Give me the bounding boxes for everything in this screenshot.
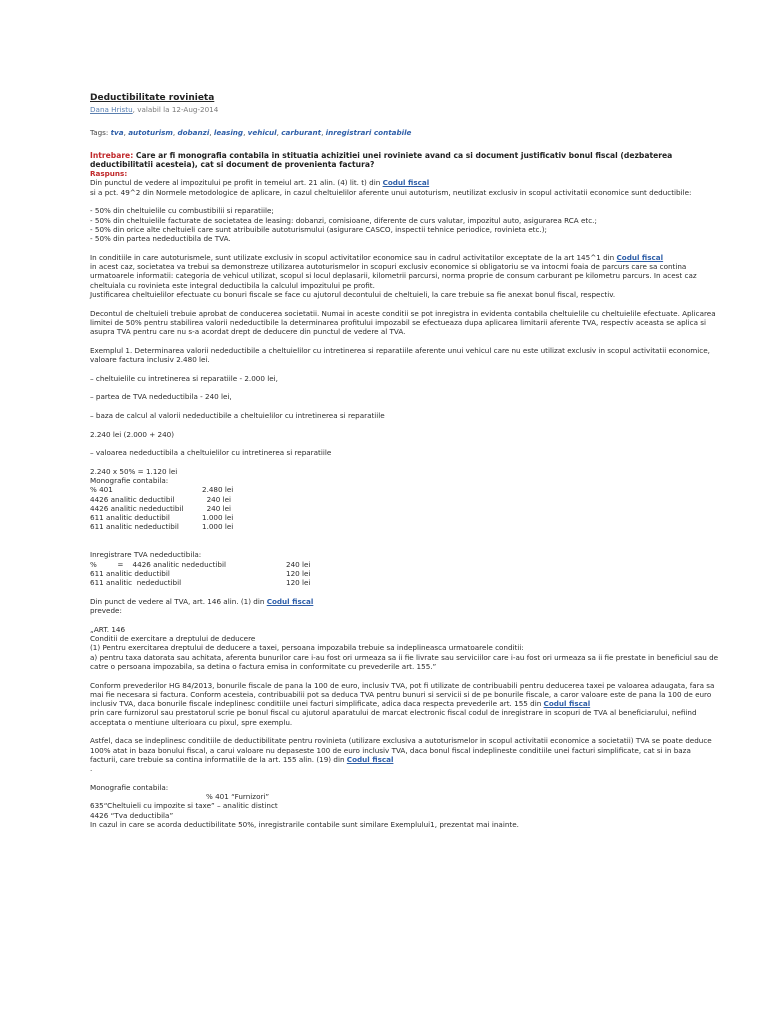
monografie-line: 4426 “Tva deductibila”	[90, 810, 174, 820]
author-line	[90, 105, 720, 114]
paragraph-text: Astfel, daca se indeplinesc conditiile de deductibilitate pentru rovinieta (utilizare exclusiva a autoturismelor in scopul activitatii economice a societatii) TVA se poate deduce 100% atat in baza bonului fiscal, a carui valoare nu depaseste 100 de euro inclusiv TVA, daca bonul fiscal indeplineste conditiile unei facturi simplificate, cat si in baza facturii, care trebuie sa contina informatiile de la art. 155 alin. (19) din	[90, 736, 712, 764]
list-item: - 50% din cheltuielile facturate de societatea de leasing: dobanzi, comisioane, diferente de curs valutar, impozitul auto, asigurarea RCA etc.;	[90, 215, 597, 225]
amount-cell: 240 lei	[202, 494, 231, 504]
paragraph-text: prevede:	[90, 606, 122, 616]
paragraph-text: In conditiile in care autoturismele, sunt utilizate exclusiv in scopul activitatilor economice sau in cadrul activitatilor exceptate de la art 145^1 din	[90, 252, 617, 262]
question-label: Intrebare:	[90, 150, 134, 160]
codul-fiscal-link[interactable]: Codul fiscal	[616, 252, 664, 262]
paragraph-text: Conform prevederilor HG 84/2013, bonurile fiscale de pana la 100 de euro, inclusiv TVA, pot fi utilizate de contribuabili pentru deducerea taxei pe valoarea adaugata, fara sa mai fie necesara si factura. Conform acesteia, contribuabilii pot sa deduca TVA pentru bunuri si servicii si de pe bonurile fiscale, a caror valoare este de pana la 100 de euro inclusiv TVA, daca bonurile fiscale indeplinesc conditiile unei facturi simplificate, adica daca respecta prevederile art. 155 din	[90, 680, 715, 709]
account-cell: 611 analitic nedeductibil	[90, 578, 182, 588]
table-row	[90, 560, 720, 569]
amount-cell: 240 lei	[286, 559, 311, 569]
example-heading: Exemplul 1. Determinarea valorii nedeductibile a cheltuielilor cu intretinerea si reparatiile aferente unui vehicul care nu este utilizat exclusiv in scopul activitatii economice, valoare factura inclusiv 2.480 lei.	[90, 345, 710, 365]
paragraph-text: Din punctul de vedere al impozitului pe profit in temeiul art. 21 alin. (4) lit. t) din	[90, 178, 383, 188]
article-line: a) pentru taxa datorata sau achitata, aferenta bunurilor care i-au fost ori urmeaza sa ii fie livrate sau serviciilor care i-au fost ori urmeaza sa ii fie prestate in beneficiul sau de catre o persoana impozabila, sa detina o factura emisa in conformitate cu prevederile art. 155.”	[90, 652, 719, 671]
paragraph: Decontul de cheltuieli trebuie aprobat de conducerea societatii. Numai in aceste conditii se pot inregistra in evidenta contabila cheltuielile cu cheltuielile efectuate. Aplicarea limitei de 50% pentru stabilirea valorii nedeductibile la determinarea profitului impozabil se efectueaza dupa aplicarea limitarii aferente TVA, respectiv aceasta se aplica si asupra TVA pentru care nu s-a acordat drept de deducere din punctul de vedere al TVA.	[90, 308, 716, 337]
tags-label: Tags:	[90, 128, 111, 138]
example-line: – baza de calcul al valorii nedeductibile a cheltuielilor cu intretinerea si reparatiile	[90, 410, 385, 420]
amount-cell: 1.000 lei	[202, 522, 234, 532]
tag-link[interactable]: tva	[110, 128, 124, 138]
monografie-label: Monografie contabila:	[90, 475, 169, 485]
tva-label: Inregistrare TVA nedeductibila:	[90, 550, 202, 560]
amount-cell: 120 lei	[286, 578, 311, 588]
account-cell: 4426 analitic nedeductibil	[90, 503, 184, 513]
paragraph-text: si a pct. 49^2 din Normele metodologice de aplicare, in cazul cheltuielilor aferente unui autoturism, neutilizat exclusiv in scopul activitatii economice sunt deductibile:	[90, 187, 692, 197]
paragraph-text: prin care furnizorul sau prestatorul scrie pe bonul fiscal cu ajutorul aparatului de marcat electronic fiscal codul de inregistrare in scopuri de TVA al beneficiarului, nefiind acceptata o mentiune ulterioara cu pixul, spre exemplu.	[90, 708, 697, 727]
account-cell: % = 4426 analitic nedeductibil	[90, 559, 226, 569]
amount-cell: 1.000 lei	[202, 513, 234, 523]
table-row	[90, 513, 720, 522]
tag-link[interactable]: autoturism	[128, 128, 173, 138]
paragraph	[90, 178, 720, 197]
account-cell: 611 analitic deductibil	[90, 513, 170, 523]
tag-link[interactable]: dobanzi	[177, 128, 210, 138]
paragraph	[90, 736, 720, 773]
codul-fiscal-link[interactable]: Codul fiscal	[382, 178, 430, 188]
tag-link[interactable]: vehicul	[247, 128, 277, 138]
account-cell: % 401	[90, 485, 113, 495]
article-line: „ART. 146	[90, 624, 126, 634]
page-title: Deductibilitate rovinieta	[90, 93, 215, 103]
table-row	[90, 504, 720, 513]
question	[90, 151, 720, 170]
table-row	[90, 569, 720, 578]
account-cell: 4426 analitic deductibil	[90, 494, 175, 504]
example-line: 2.240 x 50% = 1.120 lei	[90, 466, 178, 476]
example-line: 2.240 lei (2.000 + 240)	[90, 429, 175, 439]
amount-cell: 2.480 lei	[202, 485, 234, 495]
author-link[interactable]: Dana Hristu	[90, 105, 133, 114]
article-line: Conditii de exercitare a dreptului de deducere	[90, 634, 256, 644]
account-cell: 611 analitic deductibil	[90, 568, 170, 578]
tva-table	[90, 560, 720, 588]
table-row	[90, 578, 720, 587]
paragraph	[90, 253, 720, 299]
list-item: - 50% din orice alte cheltuieli care sunt atribuibile autoturismului (asigurare CASCO, inspectii tehnice periodice, rovinieta etc.);	[90, 224, 547, 234]
paragraph	[90, 681, 720, 727]
account-cell: 611 analitic nedeductibil	[90, 522, 179, 532]
article-line: (1) Pentru exercitarea dreptului de deducere a taxei, persoana impozabila trebuie sa indeplineasca urmatoarele conditii:	[90, 643, 524, 653]
valid-date: , valabil la 12-Aug-2014	[132, 105, 219, 114]
monografie-label: Monografie contabila:	[90, 782, 169, 792]
table-row	[90, 495, 720, 504]
list-item: - 50% din cheltuielile cu combustibilii si reparatiile;	[90, 206, 274, 216]
paragraph-text: .	[90, 764, 93, 774]
amount-cell: 240 lei	[202, 503, 231, 513]
tag-link[interactable]: inregistrari contabile	[325, 128, 412, 138]
codul-fiscal-link[interactable]: Codul fiscal	[543, 699, 591, 709]
codul-fiscal-link[interactable]: Codul fiscal	[266, 596, 314, 606]
tag-link[interactable]: carburant	[281, 128, 322, 138]
paragraph-text: in acest caz, societatea va trebui sa demonstreze utilizarea autoturismelor in scopuri exclusiv economice si obligatoriu se va intocmi foaia de parcurs care sa contina urmatoarele informatii: categoria de vehicul utilizat, scopul si locul deplasarii, kilometrii parcursi, norma proprie de consum carburant pe kilometru parcurs. In acest caz cheltuiala cu rovinieta este integral deductibila la calculul impozitului pe profit.	[90, 262, 697, 290]
codul-fiscal-link[interactable]: Codul fiscal	[346, 754, 394, 764]
monografie-line: % 401 “Furnizori”	[206, 792, 270, 802]
list-item: - 50% din partea nedeductibila de TVA.	[90, 234, 231, 244]
question-text: Care ar fi monografia contabila in stituatia achizitiei unei roviniete avand ca si document justificativ bonul fiscal (dezbaterea deductibilitatii acesteia), cat si document de provenienta factura?	[90, 150, 673, 169]
table-row	[90, 522, 720, 531]
paragraph-text: Justificarea cheltuielilor efectuate cu bonuri fiscale se face cu ajutorul decontului de cheltuieli, la care trebuie sa fie anexat bonul fiscal, respectiv.	[90, 290, 616, 300]
paragraph	[90, 597, 720, 616]
document	[90, 92, 720, 829]
example-line: – partea de TVA nedeductibila - 240 lei,	[90, 392, 232, 402]
amount-cell: 120 lei	[286, 568, 311, 578]
example-line: – cheltuielile cu intretinerea si reparatiile - 2.000 lei,	[90, 373, 278, 383]
example-line: – valoarea nedeductibila a cheltuielilor cu intretinerea si reparatiile	[90, 448, 332, 458]
answer-label: Raspuns:	[90, 169, 128, 179]
tag-link[interactable]: leasing	[213, 128, 244, 138]
monografie-table	[90, 485, 720, 531]
monografie-line: 635“Cheltuieli cu impozite si taxe” – analitic distinct	[90, 801, 278, 811]
paragraph: In cazul in care se acorda deductibilitate 50%, inregistrarile contabile sunt similare Exemplului1, prezentat mai inainte.	[90, 819, 519, 829]
paragraph-text: Din punct de vedere al TVA, art. 146 alin. (1) din	[90, 596, 267, 606]
tags-line: Tags: tva, autoturism, dobanzi, leasing, vehicul, carburant, inregistrari contabile	[90, 128, 412, 138]
table-row	[90, 485, 720, 494]
